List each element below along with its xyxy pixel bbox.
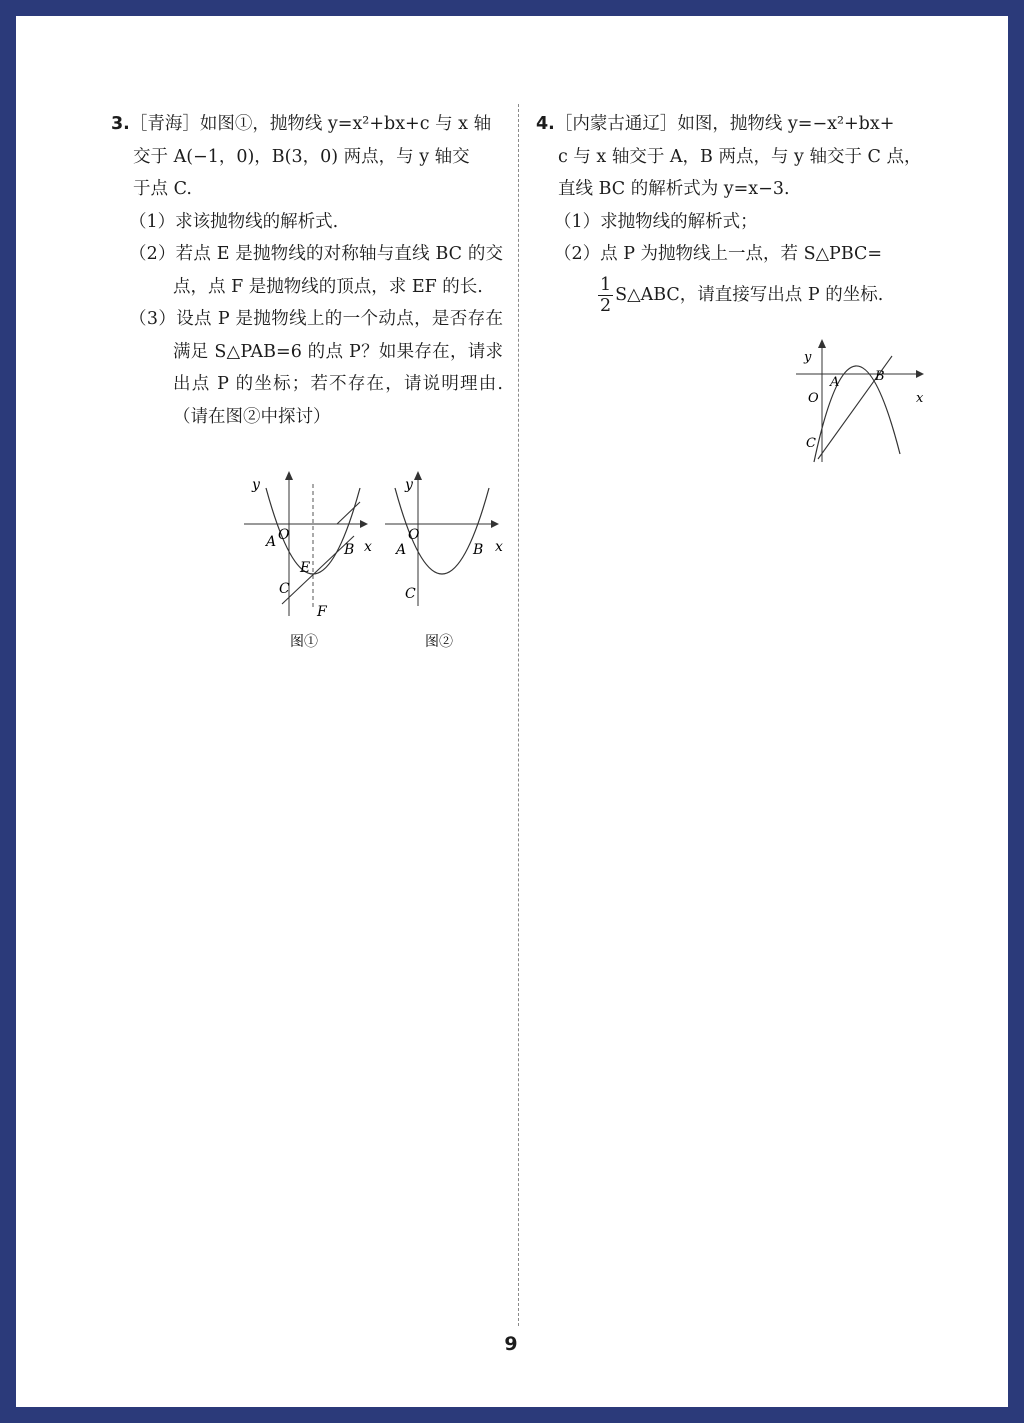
q4-part1: （1）求抛物线的解析式；: [554, 211, 758, 232]
q4-part2-line1: （2）点 P 为抛物线上一点，若 S△PBC=: [554, 244, 883, 264]
q4-part2-rest: S△ABC，请直接写出点 P 的坐标.: [615, 284, 884, 305]
point-b-label: B: [344, 542, 355, 558]
x-axis-arrow-icon: [916, 370, 924, 378]
y-axis-arrow-icon: [818, 339, 826, 348]
q3-line1: 如图①，抛物线 y=x²+bx+c 与 x 轴: [199, 114, 492, 134]
figure-2-caption: 图②: [425, 634, 453, 650]
x-label: x: [364, 539, 372, 555]
q3-figure-2: [383, 466, 513, 650]
q3-source: ［青海］: [129, 114, 200, 134]
point-e-label: E: [300, 560, 311, 576]
q4-line1: 如图，抛物线 y=−x²+bx+: [677, 114, 895, 134]
x-axis-arrow-icon: [491, 520, 499, 528]
point-a-label: A: [830, 375, 840, 390]
y-axis-arrow-icon: [414, 471, 422, 480]
origin-label: O: [808, 391, 819, 406]
q4-part2-line2: [598, 275, 928, 316]
question-4: [536, 108, 928, 316]
page-number: 9: [504, 1333, 518, 1355]
y-label: y: [804, 350, 812, 365]
point-c-label: C: [806, 436, 816, 451]
question-3: [111, 108, 503, 433]
point-b-label: B: [473, 542, 484, 558]
origin-label: O: [408, 527, 420, 543]
q3-figure-1: [242, 466, 372, 650]
x-axis-arrow-icon: [360, 520, 368, 528]
line-bc-extension: [337, 502, 360, 524]
y-axis-arrow-icon: [285, 471, 293, 480]
fraction-numerator: 1: [600, 274, 612, 295]
y-label: y: [405, 477, 413, 493]
point-a-label: A: [266, 534, 277, 550]
q4-figure: [792, 334, 932, 484]
column-divider: [518, 104, 519, 1326]
point-c-label: C: [405, 586, 416, 602]
x-label: x: [495, 539, 503, 555]
page: [16, 16, 1008, 1407]
q3-line3: 于点 C.: [133, 179, 192, 199]
q4-line3: 直线 BC 的解析式为 y=x−3.: [558, 179, 790, 199]
q4-number: 4.: [536, 114, 555, 134]
q4-line2: c 与 x 轴交于 A，B 两点，与 y 轴交于 C 点，: [558, 146, 922, 167]
q4-source: ［内蒙古通辽］: [554, 114, 678, 134]
point-f-label: F: [317, 604, 327, 620]
q4-stem: [536, 108, 928, 141]
y-label: y: [252, 477, 260, 493]
fraction-one-half: [598, 275, 613, 316]
point-a-label: A: [396, 542, 407, 558]
q3-part3: （3）设点 P 是抛物线上的一个动点，是否存在满足 S△PAB=6 的点 P？如果存在，请求出点 P 的坐标；若不存在，请说明理由.（请在图②中探讨）: [129, 309, 503, 427]
q3-line2: 交于 A(−1，0)，B(3，0) 两点，与 y 轴交: [133, 146, 470, 167]
origin-label: O: [278, 527, 290, 543]
q3-part1: （1）求该抛物线的解析式.: [129, 211, 339, 232]
q3-part2: （2）若点 E 是抛物线的对称轴与直线 BC 的交点，点 F 是抛物线的顶点，求 EF 的长.: [129, 244, 503, 297]
parabola: [814, 366, 900, 462]
q3-number: 3.: [111, 114, 130, 134]
x-label: x: [916, 391, 924, 406]
fraction-denominator: 2: [600, 295, 612, 316]
point-b-label: B: [875, 369, 885, 384]
figure-1-caption: 图①: [290, 634, 318, 650]
q3-stem: [111, 108, 503, 141]
point-c-label: C: [279, 581, 290, 597]
